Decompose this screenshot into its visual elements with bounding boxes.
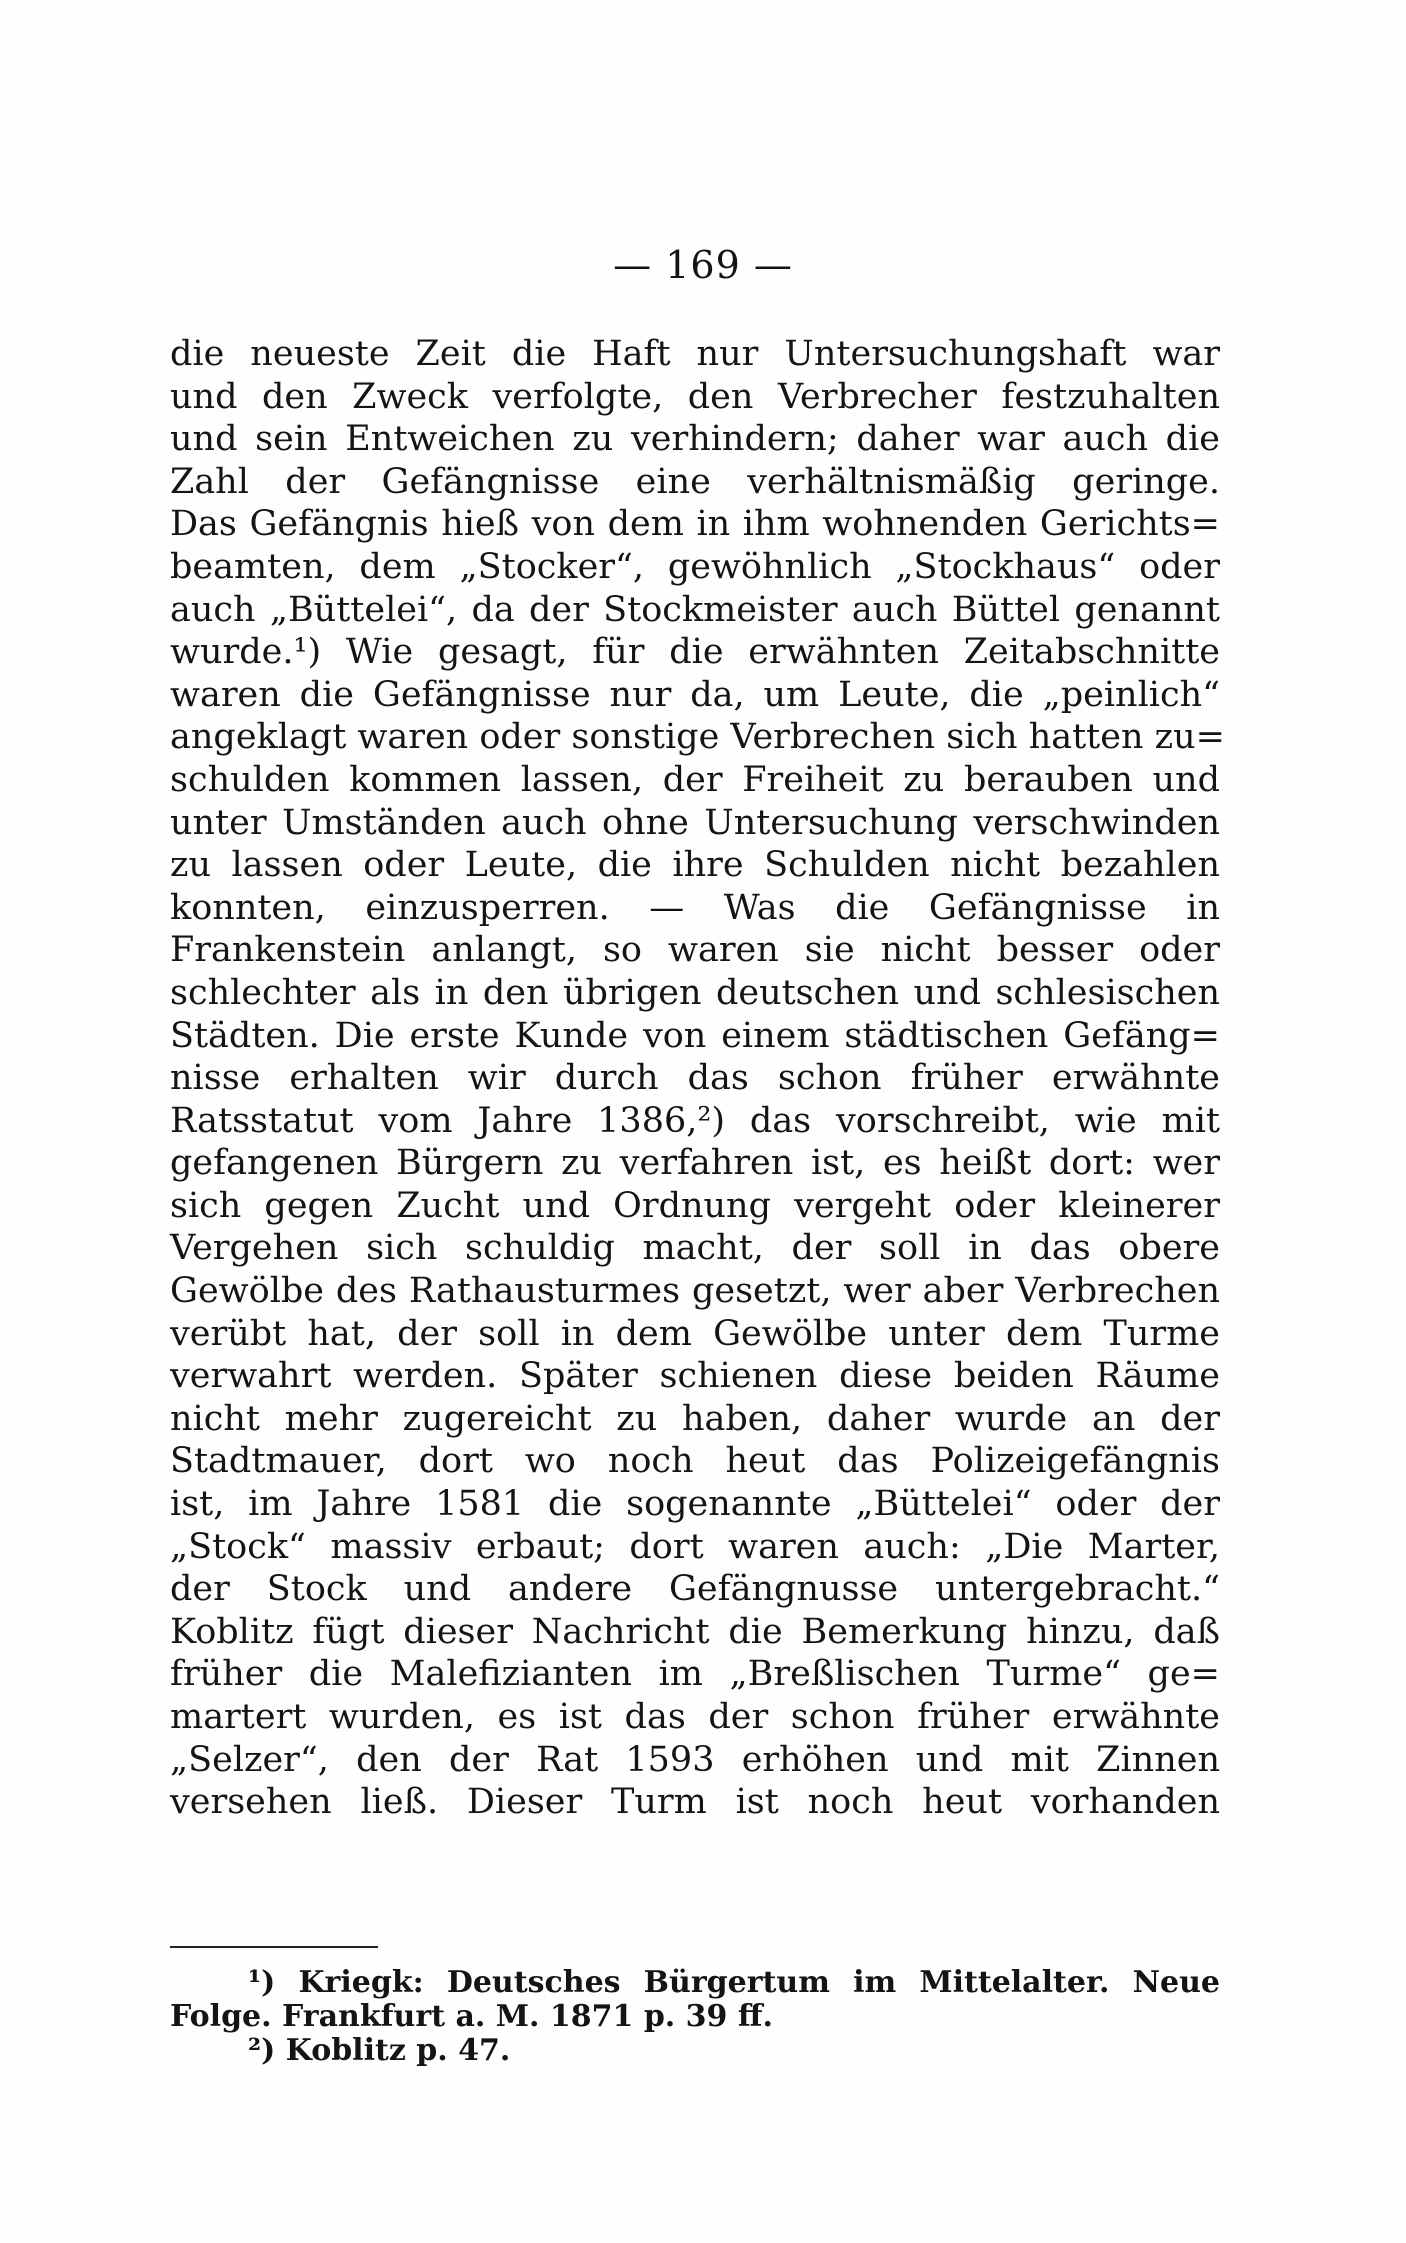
text-line: sich gegen Zucht und Ordnung vergeht oder kleinerer bbox=[170, 1185, 1220, 1226]
text-line: die neueste Zeit die Haft nur Untersuchungshaft war bbox=[170, 334, 1220, 374]
footnote-line: ²) Koblitz p. 47. bbox=[248, 2033, 511, 2068]
text-line: Stadtmauer, dort wo noch heut das Polizeigefängnis bbox=[170, 1441, 1220, 1482]
text-line: schlechter als in den übrigen deutschen und schlesischen bbox=[170, 972, 1220, 1013]
text-line: verwahrt werden. Später schienen diese beiden Räume bbox=[170, 1356, 1220, 1397]
text-line: und sein Entweichen zu verhindern; daher war auch die bbox=[170, 419, 1220, 460]
text-line: Zahl der Gefängnisse eine verhältnismäßig geringe. bbox=[170, 461, 1220, 502]
text-line: schulden kommen lassen, der Freiheit zu berauben und bbox=[170, 759, 1220, 800]
text-line: nisse erhalten wir durch das schon früher erwähnte bbox=[170, 1058, 1220, 1099]
text-line: angeklagt waren oder sonstige Verbrechen sich hatten zu= bbox=[170, 717, 1225, 758]
text-line: der Stock und andere Gefängnusse untergebracht.“ bbox=[170, 1569, 1220, 1610]
footnotes bbox=[170, 1966, 1220, 2068]
text-line: Das Gefängnis hieß von dem in ihm wohnenden Gerichts= bbox=[170, 504, 1220, 545]
footnote-divider bbox=[170, 1946, 378, 1948]
footnote-line: Folge. Frankfurt a. M. 1871 p. 39 ff. bbox=[170, 1999, 773, 2034]
text-line: Städten. Die erste Kunde von einem städtischen Gefäng= bbox=[170, 1015, 1220, 1056]
text-line: Vergehen sich schuldig macht, der soll in das obere bbox=[170, 1228, 1220, 1269]
text-line: versehen ließ. Dieser Turm ist noch heut vorhanden bbox=[170, 1782, 1220, 1823]
text-line: beamten, dem „Stocker“, gewöhnlich „Stockhaus“ oder bbox=[170, 546, 1220, 587]
text-line: Ratsstatut vom Jahre 1386,²) das vorschreibt, wie mit bbox=[170, 1100, 1220, 1141]
body-text bbox=[170, 333, 1225, 1824]
text-line: „Stock“ massiv erbaut; dort waren auch: „Die Marter, bbox=[170, 1526, 1220, 1567]
footnote-line: ¹) Kriegk: Deutsches Bürgertum im Mittelalter. Neue bbox=[248, 1965, 1220, 2000]
text-line: martert wurden, es ist das der schon früher erwähnte bbox=[170, 1697, 1220, 1737]
text-line: konnten, einzusperren. — Was die Gefängnisse in bbox=[170, 887, 1220, 928]
text-line: auch „Büttelei“, da der Stockmeister auch Büttel genannt bbox=[170, 589, 1220, 630]
text-line: „Selzer“, den der Rat 1593 erhöhen und mit Zinnen bbox=[170, 1739, 1220, 1780]
text-line: wurde.¹) Wie gesagt, für die erwähnten Zeitabschnitte bbox=[170, 632, 1220, 673]
text-line: Gewölbe des Rathausturmes gesetzt, wer aber Verbrechen bbox=[170, 1271, 1220, 1312]
text-line: früher die Malefizianten im „Breßlischen Turme“ ge= bbox=[170, 1654, 1220, 1695]
text-line: zu lassen oder Leute, die ihre Schulden nicht bezahlen bbox=[170, 845, 1220, 886]
page-number: — 169 — bbox=[613, 243, 793, 287]
text-line: waren die Gefängnisse nur da, um Leute, die „peinlich“ bbox=[170, 674, 1220, 715]
text-line: Koblitz fügt dieser Nachricht die Bemerkung hinzu, daß bbox=[170, 1611, 1220, 1652]
text-line: verübt hat, der soll in dem Gewölbe unter dem Turme bbox=[170, 1313, 1220, 1354]
text-line: und den Zweck verfolgte, den Verbrecher festzuhalten bbox=[170, 376, 1220, 417]
text-line: unter Umständen auch ohne Untersuchung verschwinden bbox=[170, 802, 1220, 843]
text-line: ist, im Jahre 1581 die sogenannte „Büttelei“ oder der bbox=[170, 1484, 1220, 1525]
text-line: gefangenen Bürgern zu verfahren ist, es heißt dort: wer bbox=[170, 1143, 1220, 1184]
text-line: nicht mehr zugereicht zu haben, daher wurde an der bbox=[170, 1398, 1220, 1439]
text-line: Frankenstein anlangt, so waren sie nicht besser oder bbox=[170, 930, 1220, 971]
